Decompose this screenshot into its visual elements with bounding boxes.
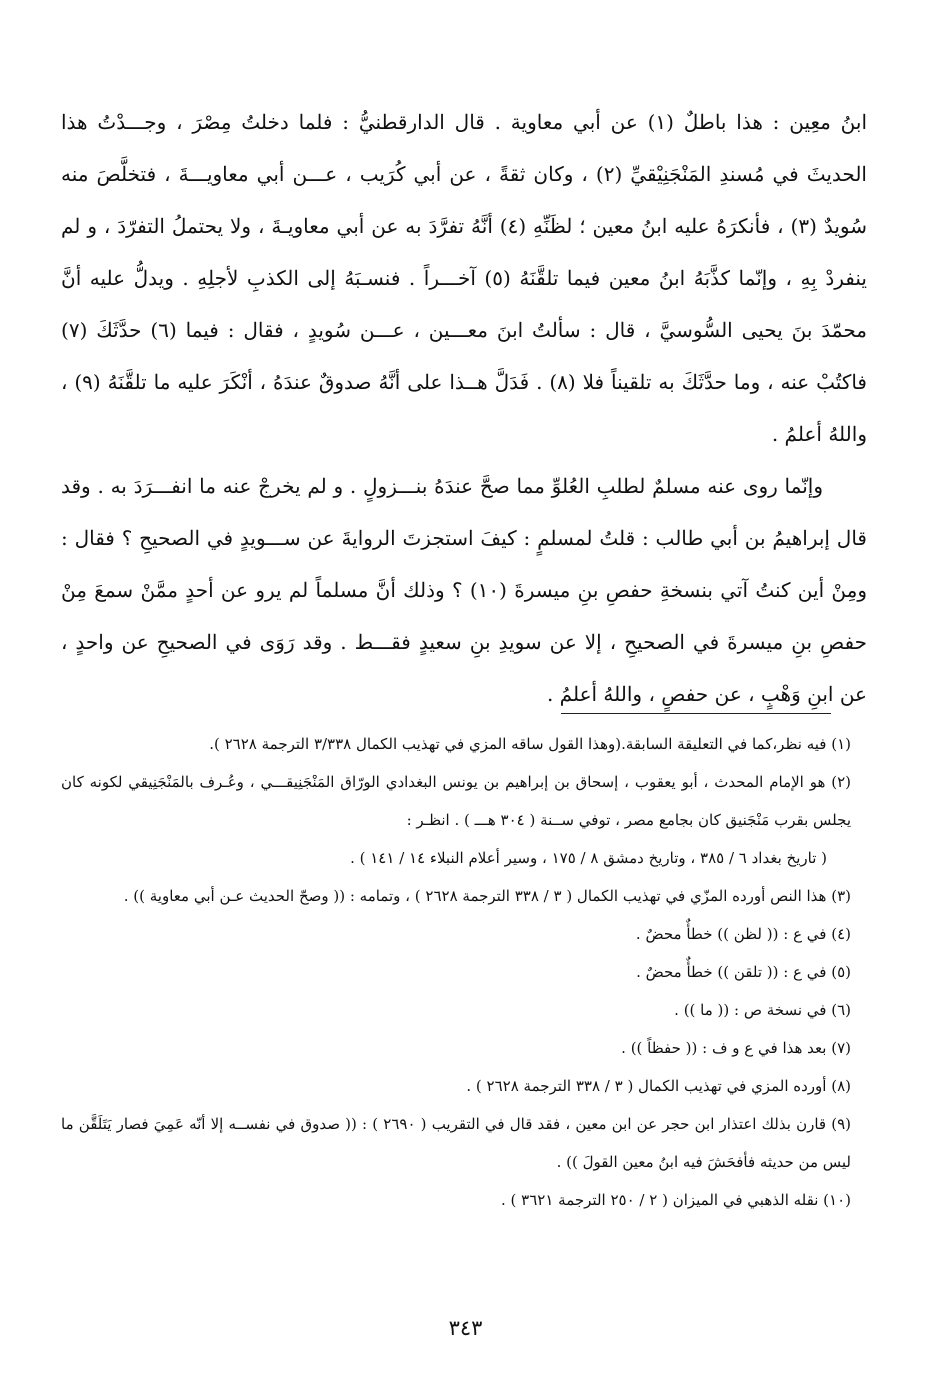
footnote: (٩) قارن بذلك اعتذار ابن حجر عن ابن معين ، فقد قال في التقريب ( ٢٦٩٠ ) : (( صدوق في نفســه إلا أنّه عَمِيَ فصار يَتَلَقَّن ما ليس من حديثه فأفحَشَ فيه ابنُ معين القولَ )) . xyxy=(61,1115,852,1171)
footnote-continuation: ( تاريخ بغداد ٦ / ٣٨٥ ، وتاريخ دمشق ٨ / ١٧٥ ، وسير أعلام النبلاء ١٤ / ١٤١ ) . xyxy=(350,849,827,867)
footnote-separator xyxy=(561,713,831,714)
main-paragraph: وإنّما روى عنه مسلمٌ لطلبِ العُلوِّ مما صحَّ عندَهُ بنـــزولٍ . و لم يخرجْ عنه ما انفـــرَدَ به . وقد قال إبراهيمُ بن أبي طالب : قلتُ لمسلمٍ : كيفَ استجزتَ الروايةَ عن ســـويدٍ في الصحيحِ ؟ فقال : ومِنْ أين كنتُ آتي بنسخةِ حفصِ بنِ ميسرةَ (١٠) ؟ وذلك أنَّ مسلماً لم يرو عن أحدٍ ممَّنْ سمعَ مِنْ حفصِ بنِ ميسرةَ في الصحيحِ ، إلا عن سويدِ بنِ سعيدٍ فقـــط . وقد رَوَى في الصحيحِ عن واحدٍ ، عن ابنِ وَهْبٍ ، عن حفصٍ ، واللهُ أعلمُ . xyxy=(61,474,868,706)
footnote: (٥) في ع : (( تلقن )) خطأٌ محضٌ . xyxy=(636,963,851,981)
footnote: (٣) هذا النص أورده المزّي في تهذيب الكمال ( ٣ / ٣٣٨ الترجمة ٢٦٢٨ ) ، وتمامه : (( وصحّ الحديث عـن أبي معاوية )) . xyxy=(123,887,851,905)
footnote: (١٠) نقله الذهبي في الميزان ( ٢ / ٢٥٠ الترجمة ٣٦٢١ ) . xyxy=(501,1191,851,1209)
footnote: (١) فيه نظر،كما في التعليقة السابقة.(وهذا القول ساقه المزي في تهذيب الكمال ٣/٣٣٨ الترجمة ٢٦٢٨ ). xyxy=(209,735,851,753)
footnote: (٢) هو الإمام المحدث ، أبو يعقوب ، إسحاق بن إبراهيم بن يونس البغدادي الورّاق المَنْجَنِيقـــي ، وعُـرف بالمَنْجَنِيقي لكونه كان يجلس بقرب مَنْجَنيق كان بجامع مصر ، توفي ســنة ( ٣٠٤ هـــ ) . انظـر : xyxy=(61,773,851,829)
main-paragraph: ابنُ معِين : هذا باطلٌ (١) عن أبي معاوية . قال الدارقطنيُّ : فلما دخلتُ مِصْرَ ، وجـــدْتُ هذا الحديثَ في مُسندِ المَنْجَنِيْقيِّ (٢) ، وكان ثقةً ، عن أبي كُرَيب ، عـــن أبي معاويـــةَ ، فتخلَّصَ منه سُويدٌ (٣) ، فأنكرَهُ عليه ابنُ معين ؛ لظَنِّهِ (٤) أنَّهُ تفرَّدَ به عن أبي معاويـةَ ، ولا يحتملُ التفرّدَ ، و لم ينفردْ بِهِ ، وإنّما كذَّبَهُ ابنُ معين فيما تلقَّنَهُ (٥) آخـــراً . فنسـبَهُ إلى الكذبِ لأجلِهِ . ويدلُّ عليه أنَّ محمّدَ بنَ يحيى السُّوسيَّ ، قال : سألتُ ابنَ معـــين ، عـــن سُويدٍ ، فقال : فيما (٦) حدَّثَكَ (٧) فاكتُبْ عنه ، وما حدَّثَكَ به تلقيناً فلا (٨) . فَدَلَّ هــذا على أنَّهُ صدوقٌ عندَهُ ، أنْكَرَ عليه ما تلقَّنَهُ (٩) ، واللهُ أعلمُ . xyxy=(61,110,868,446)
footnotes-section xyxy=(61,725,851,1219)
page-number: ٣٤٣ xyxy=(448,1316,483,1340)
footnote: (٦) في نسخة ص : (( ما )) . xyxy=(674,1001,851,1019)
footnote: (٧) بعد هذا في ع و ف : (( حفظاً )) . xyxy=(621,1039,851,1057)
footnote: (٤) في ع : (( لظن )) خطأٌ محضٌ . xyxy=(635,925,851,943)
main-text-body xyxy=(61,96,867,720)
footnote: (٨) أورده المزي في تهذيب الكمال ( ٣ / ٣٣٨ الترجمة ٢٦٢٨ ) . xyxy=(466,1077,851,1095)
